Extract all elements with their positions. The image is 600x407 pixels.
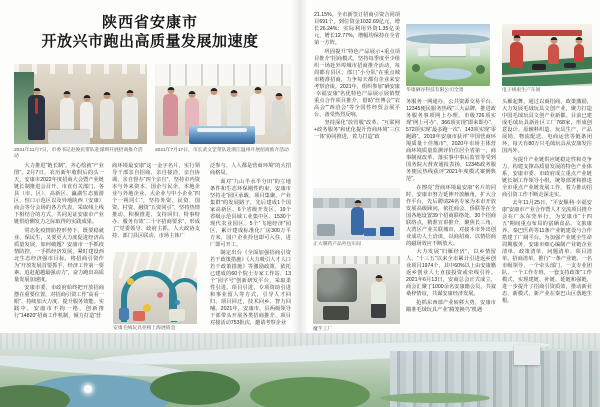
body-paragraph: 制定出台《全面加强招商引资若干政策措施》《大力吸引人才人口若干政策措施》等激励政策，依托已建成的60个院士专家工作站、13个“园字号”创新研发平台，采取柔性引进、项目引进、专项资助引进和事业留人等方式，引导人才回归、项目回迁、技术回乡、智力回哺。2021年，安康市、县两级领导干部带头开展各类招商推介、项目对接活动753批次，邀请考察企业 [210, 250, 291, 326]
balloon-art [157, 292, 163, 298]
blue-bin-art [380, 227, 394, 236]
right-page-column-c [502, 99, 592, 333]
photo-caption: 安康毛绒玩具亮相上海展销会 [113, 326, 176, 331]
white-shirt-figure [122, 97, 138, 139]
photo-delegation-shenzhen [14, 64, 147, 144]
red-tie-art [35, 98, 38, 114]
balloon-art [175, 300, 180, 305]
photo-wire-harness-workshop [502, 24, 592, 86]
blue-bin-art [364, 228, 376, 236]
photo-caption: 2021年11月7日，市委书记赵俊民带队赴深圳开展招商推介活动 [14, 148, 143, 159]
harness-coil-art [564, 63, 576, 68]
body-paragraph: 21.15%。全市新签订招商引资合同项目691个，到位资金1032.69亿元，增长26.24%；实际利用外资1.35亿美元，增长12.77%，增幅均保持在全省第一方阵。 [314, 12, 400, 46]
left-page-column-1 [14, 163, 104, 333]
body-paragraph: 泛参与、人人都是营商环境”的大招商格局。 [210, 163, 291, 176]
body-paragraph: 面对“九山半水半分田”的立地条件和生态环保刚性约束，安康市坚持走“园区承载、项目集聚、产业集群”的发展路子，先后建成1个国家高新区、6个省级开发区、19个省级示范县域工业集中区、1530个现代农业园区、5个“飞地经济”园区，累计建成标准化厂房300万平方米，园户企业拎包即可入住，进厂即可开工。 [210, 178, 291, 248]
body-paragraph: 坚持深化“放管服”改革、“互联网+政务服务”和优化提升营商环境“三位一体”协同推进，着力打造“政 [314, 120, 400, 140]
article-title-line1: 陕西省安康市 [101, 14, 198, 31]
photo-caption: 电子线束生产车间 [502, 88, 541, 93]
machine-art [317, 224, 335, 236]
pond-art [424, 68, 472, 80]
body-paragraph: 安康市委、市政府始终把开放招商摆在重要位置，对招商引资工作“高看一眼”、持续加大力度、提升服务效能。实践中，安康市不拘一格，创新推行“14820”招商工作机制，倾力打造“营 [14, 285, 104, 319]
page-gutter-shadow [292, 0, 308, 333]
white-shirt-figure [100, 99, 114, 139]
photo-konjac-factory [313, 256, 400, 324]
building-art [470, 48, 480, 56]
body-paragraph: 头雁起舞，通过以商招商、政策激励，大力发展毛绒玩具文创产业，聚力打造中国毛绒玩具文创产业新都。目前已建成毛绒玩具新社区工厂768家，形成创意设计、原辅料织造、玩具生产、产品展销、物流配送、电商运营等链条闭环，每天有80万只毛绒玩具从安康发往国内外。 [502, 99, 592, 154]
machinery-art [317, 268, 357, 302]
photo-city-aerial-panorama [0, 333, 600, 407]
worker-red-figure [510, 42, 523, 68]
tall-building-art [514, 345, 540, 365]
body-paragraph: 务服务一网通办、公共资源交易平台、12345便民服务热线”三大品牌，推进政务服务事项网上办理。市级726项实现“网上可办”、366项实现“即来即办”、572项实现“最多跑一次”、143项实现“零跑路”。2019年安康市获评“中国营商环境质量十佳城市”，2020年市场主体营商环境质量监测评价位居全省第一，商事制度改革、落实事中事后监管等受到国务院大督查通报表扬，12345政务服务便民热线获评“2021年度模式案例典范”。 [406, 99, 496, 182]
body-paragraph: 去年11月25日，“平安顺利·幸福安康”安康市产业合作暨人才交流项目推介会在广东东莞举行，为安康市“十四五”期间重点布局的富硒食品、文旅康养、秦巴医药等11条产业链建设与合作搭建了广阔平台。为加强产业链全生命周期服务，安康市细心编制产业链企业清单、政策清单、问题清单、项目清单、招商清单，推行“一条产业链、一名市级领导、一个牵头部门、一支专业团队、一个工作专班、一套支持政策”工作模式，实现建链、补链、延链和强链，进一步提升了招商引资质效，推动新业态、新模式、新产业在秦巴山区落地生根。 [502, 200, 592, 304]
booth-shelf-art [119, 308, 129, 320]
riverbank-green-art [380, 393, 490, 403]
body-paragraph: 大力发展“归雁经济”，以乡情留人。“十三五”以来全市累计引进返乡创业项目1974个，其中60%以上由安康籍返乡创业人士直接投资或牵线引荐。2021年6月13日，安商总会正式成立，商会汇聚了1000余名安康籍会员，共叙桑梓情谊，共谋安康经济发展。 [406, 249, 496, 297]
mountains-art [406, 34, 490, 44]
park-trees-art [150, 371, 240, 405]
body-paragraph: 商环境最安康”这一金字名片，实行领导干部亲自招商、亲自接洽、亲自协调、亲自督办“四个亲自”，坚持市内资本与外来资本、国企与民企、本地企业与外地企业、大企业与中小企业“四个一视同仁”，坚持外资、民资、国资、村资、融资“五资同引”，坚持热情推动、积极推进、支持回归、特事特办、服务有效“二十字招商要求”，形成了“党委领导、政府主抓、人大政协支持、部门县区联动、市场主体广 [112, 163, 200, 239]
window-wall-art [155, 64, 291, 86]
green-workbench-art [502, 72, 592, 86]
body-paragraph: 在擦亮“营商环境最安康”名片的同时，安康市努力延伸开放触角，扩大合作平台，先后聘请24名专家为本市开放发展高级顾问，依托商会、侨联等在全国各地设置39个招商联络处、30个招商联络点，精准宣讲推介，聚焦长三角、大湾区产业关联城市，对接本市外出创业成功人士洽谈，以商招商、以情招商的磁场效应不断放大。 [406, 184, 496, 247]
right-page-column-b [406, 99, 496, 333]
right-page-column-a [314, 12, 400, 186]
balloon-art [127, 278, 134, 285]
main-building-art [430, 44, 466, 56]
scale-model-art [197, 128, 247, 132]
exhibit-table-art [48, 130, 90, 144]
factory-ceiling-art [313, 256, 400, 264]
article-title-line2: 开放兴市跑出高质量发展加速度 [41, 33, 259, 50]
harness-coil-art [532, 64, 546, 70]
booth-counter-art [169, 309, 185, 321]
plush-display-art [133, 311, 145, 321]
building-art [418, 48, 428, 56]
body-paragraph: 巩固提升“特色产品展示+重点项目推介”招商模式，坚持每季度至少组织一场赴外埠城市招商推介活动，每周都有县区、部门“小分队”在重点城市精准招商，力争每天都有企业来安考察洽谈。2021年，组织参加“硒安康·幸福安康”名优特色产品展示展销暨重点合作项目推介，借助“丝博会”“农高会”“西洽会”等全国性经贸会展平台，备受热烈反响。 [314, 48, 400, 118]
photo-delegation-wenzhou [155, 64, 291, 144]
body-paragraph: 大力推进“链长制”，齐心绘就“产业图”。2月7日，农历新年收假后的头一天，安康市2022年度招商大会暨产业链链长制推进会召开，市直有关部门、各县（市、区）、高新区、瀛湖生态旅游区、恒口示范区以及异地陕西（安康）商会等分会场的各方代表，采取线上线下相结合的方式，共同见证安康市产业链供给侧发力之际取得的实践成果。 [14, 163, 104, 225]
photo-caption: 2021年7月17日，市长武文罡带队赴浙江温州开展招商推介活动 [155, 148, 289, 153]
tree-cluster-art [476, 65, 485, 74]
worker-blue-figure [351, 207, 364, 235]
visitor-figure [163, 94, 178, 136]
article-title [8, 13, 292, 52]
park-trees-art [250, 377, 370, 407]
body-paragraph: 抢抓东西部产业转移大势，安康市瞄准毛绒玩具产业“腾笼换鸟”机遇 [406, 299, 496, 313]
photo-caption: 魔芋工厂 [313, 327, 333, 332]
body-paragraph: 常态化疫情防控形势下，既要稳就业、保民生，又要更大力度促进经济高质量发展，如何破题？安康市一手抓疫情防控，一手抓经济发展，紧盯建设西北生态经济强市目标，将招商引资作为“开放发展首要抓手、经济工作第一要素、追赶超越最强动力”，奋力跑出高质量发展加速度。 [14, 227, 104, 283]
left-page-column-3 [210, 163, 291, 333]
fountain-art [84, 385, 92, 393]
left-page-column-2 [112, 163, 200, 249]
worker-red-figure [574, 44, 584, 62]
body-paragraph: 为提升产业链供应链稳定性和竞争力，构建支撑高质量发展的特色产业体系，安康市委、市政府成立重点产业链链长制工作领导小组，统筹部署和推进全市重点产业链发展工作，着力推动招商引资工作不断走深走实。 [502, 156, 592, 198]
photo-plush-toy-booth [113, 252, 197, 324]
red-banner-art [512, 30, 582, 36]
machinery-art [323, 306, 349, 320]
photo-company-campus-aerial [406, 24, 490, 86]
worker-red-figure [548, 44, 559, 64]
photo-pharma-workshop [313, 188, 400, 240]
visitor-figure [272, 100, 285, 136]
worker-trousers-art [371, 304, 386, 318]
photo-caption: 正大制药产品外包车间 [313, 242, 361, 247]
tree-cluster-art [412, 64, 420, 72]
photo-caption: 华康硒谷科技有限公司全景 [406, 88, 464, 93]
